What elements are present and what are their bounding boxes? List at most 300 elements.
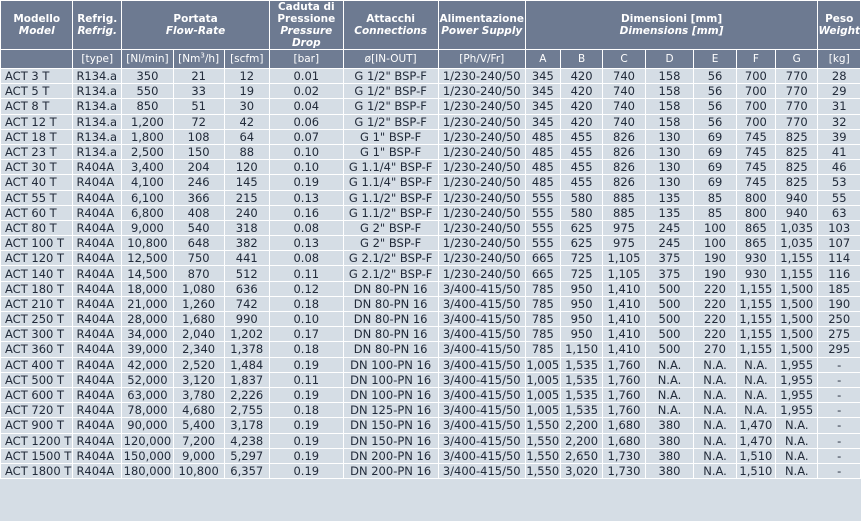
cell-dim-a: 1,550 [526,463,560,478]
cell-power-supply: 1/230-240/50 [439,251,525,265]
cell-dim-c: 1,410 [603,312,644,326]
cell-refrigerant: R404A [73,312,121,326]
cell-dim-g: 1,500 [776,342,817,356]
table-row [1,221,860,235]
cell-dim-b: 420 [561,69,602,83]
cell-dim-g: 825 [776,160,817,174]
cell-dim-f: 700 [737,69,775,83]
cell-refrigerant: R404A [73,175,121,189]
header-dimensions: Dimensioni [mm] Dimensions [mm] [526,1,818,49]
cell-flow-nlmin: 2,500 [122,145,173,159]
cell-dim-a: 485 [526,130,560,144]
cell-model: ACT 600 T [1,388,72,402]
cell-connection: G 1/2" BSP-F [344,115,438,129]
cell-dim-b: 1,150 [561,342,602,356]
cell-dim-c: 1,105 [603,251,644,265]
cell-dim-f: 1,510 [737,464,775,478]
cell-refrigerant: R404A [73,160,121,174]
cell-dim-c: 740 [603,69,644,83]
cell-flow-scfm: 441 [225,251,270,265]
cell-power-supply: 3/400-415/50 [439,282,525,296]
cell-power-supply: 1/230-240/50 [439,115,525,129]
cell-weight: 46 [818,160,860,174]
cell-flow-scfm: 19 [225,84,270,98]
cell-dim-a: 785 [526,327,560,341]
cell-dim-f: 800 [737,191,775,205]
cell-weight: - [818,388,860,402]
cell-pressure-drop: 0.17 [270,327,342,341]
cell-refrigerant: R404A [73,418,121,432]
cell-flow-nlmin: 90,000 [122,418,173,432]
cell-weight: 103 [818,221,860,235]
cell-power-supply: 1/230-240/50 [439,84,525,98]
cell-dim-g: N.A. [776,449,817,463]
cell-dim-g: 770 [776,115,817,129]
cell-dim-f: 1,470 [737,434,775,448]
cell-weight: 275 [818,327,860,341]
cell-dim-f: 1,155 [737,297,775,311]
cell-dim-f: 865 [737,236,775,250]
cell-dim-a: 555 [526,221,560,235]
cell-connection: DN 100-PN 16 [344,358,438,372]
cell-dim-b: 950 [561,327,602,341]
cell-dim-g: 825 [776,130,817,144]
cell-refrigerant: R404A [73,342,121,356]
cell-dim-g: 770 [776,84,817,98]
cell-flow-nm3h: 150 [174,145,224,159]
cell-power-supply: 1/230-240/50 [439,206,525,220]
cell-power-supply: 1/230-240/50 [439,266,525,280]
cell-refrigerant: R134.a [73,130,121,144]
cell-dim-e: 270 [694,342,735,356]
cell-dim-b: 3,020 [561,464,602,478]
cell-model: ACT 120 T [1,251,72,265]
cell-refrigerant: R404A [73,373,121,387]
cell-dim-g: 1,035 [776,236,817,250]
cell-power-supply: 3/400-415/50 [439,312,525,326]
table-row [1,388,860,402]
cell-dim-c: 1,410 [603,342,644,356]
cell-flow-nlmin: 9,000 [122,221,173,235]
cell-pressure-drop: 0.19 [270,418,342,432]
cell-dim-g: 1,955 [776,358,817,372]
cell-dim-f: 1,155 [737,282,775,296]
header-model: Modello Model [1,1,72,49]
cell-refrigerant: R404A [73,206,121,220]
cell-model: ACT 720 T [1,403,72,417]
cell-weight: 116 [818,266,860,280]
cell-model: ACT 360 T [1,342,72,356]
header-refrig: Refrig. Refrig. [73,1,121,49]
cell-refrigerant: R134.a [73,115,121,129]
cell-dim-e: 220 [694,327,735,341]
cell-dim-g: N.A. [776,418,817,432]
subheader-dim-f: F [737,50,775,68]
table-row [1,84,860,98]
cell-flow-nm3h: 2,520 [174,358,224,372]
cell-refrigerant: R404A [73,297,121,311]
cell-dim-a: 785 [526,342,560,356]
cell-pressure-drop: 0.10 [270,312,342,326]
cell-dim-b: 725 [561,251,602,265]
cell-flow-scfm: 1,837 [225,373,270,387]
cell-flow-nlmin: 350 [122,69,173,83]
cell-dim-d: N.A. [646,358,694,372]
cell-refrigerant: R404A [73,327,121,341]
cell-refrigerant: R404A [73,221,121,235]
cell-dim-c: 1,730 [603,449,644,463]
cell-model: ACT 5 T [1,84,72,98]
table-row [1,449,860,463]
cell-dim-e: 220 [694,312,735,326]
cell-dim-a: 345 [526,84,560,98]
table-row [1,327,860,341]
cell-dim-a: 1,550 [526,418,560,433]
cell-dim-g: 1,155 [776,251,817,265]
cell-dim-a: 555 [526,206,560,220]
cell-dim-b: 420 [561,99,602,113]
cell-dim-c: 740 [603,115,644,129]
cell-dim-e: N.A. [694,449,735,463]
cell-dim-c: 826 [603,160,644,174]
cell-dim-c: 826 [603,175,644,189]
table-row [1,434,860,448]
cell-flow-nm3h: 9,000 [174,449,224,463]
cell-dim-d: 380 [646,449,694,463]
cell-dim-b: 2,200 [561,434,602,448]
cell-dim-e: N.A. [694,418,735,432]
cell-power-supply: 3/400-415/50 [439,418,525,432]
cell-power-supply: 3/400-415/50 [439,342,525,356]
cell-flow-nm3h: 51 [174,99,224,113]
cell-dim-d: 500 [646,297,694,311]
cell-dim-f: 1,155 [737,342,775,356]
cell-flow-scfm: 382 [225,236,270,250]
cell-dim-a: 1,005 [526,403,560,418]
cell-pressure-drop: 0.19 [270,175,342,189]
subheader-in-out: ø[IN-OUT] [344,50,438,68]
cell-dim-b: 1,535 [561,388,602,402]
cell-flow-nlmin: 18,000 [122,282,173,296]
header-power-supply: Alimentazione Power Supply [439,1,525,49]
cell-dim-f: 930 [737,251,775,265]
cell-dim-a: 1,005 [526,357,560,372]
cell-dim-d: 380 [646,434,694,448]
cell-dim-d: 158 [646,99,694,113]
table-row [1,130,860,144]
cell-connection: DN 80-PN 16 [344,312,438,326]
table-row [1,282,860,296]
cell-pressure-drop: 0.02 [270,84,342,98]
cell-dim-c: 1,760 [603,358,644,372]
cell-dim-e: 85 [694,206,735,220]
cell-dim-d: 135 [646,206,694,220]
cell-dim-e: 69 [694,145,735,159]
cell-dim-d: N.A. [646,403,694,417]
cell-dim-f: 745 [737,145,775,159]
cell-connection: DN 125-PN 16 [344,403,438,417]
cell-pressure-drop: 0.11 [270,266,342,280]
subheader-dim-c: C [603,50,644,68]
cell-flow-scfm: 2,755 [225,403,270,417]
cell-dim-e: 56 [694,69,735,83]
cell-dim-g: 770 [776,99,817,113]
cell-dim-e: 220 [694,297,735,311]
cell-pressure-drop: 0.19 [270,388,342,402]
cell-dim-e: 69 [694,130,735,144]
cell-connection: G 2.1/2" BSP-F [344,251,438,265]
cell-refrigerant: R404A [73,464,121,478]
cell-power-supply: 1/230-240/50 [439,160,525,174]
cell-flow-nlmin: 42,000 [122,358,173,372]
cell-flow-nlmin: 39,000 [122,342,173,356]
cell-dim-g: 1,500 [776,297,817,311]
table-row [1,69,860,83]
table-row [1,145,860,159]
cell-dim-b: 1,535 [561,358,602,372]
cell-refrigerant: R404A [73,266,121,280]
table-row [1,342,860,356]
cell-dim-d: 500 [646,342,694,356]
cell-refrigerant: R404A [73,282,121,296]
cell-pressure-drop: 0.18 [270,297,342,311]
cell-dim-a: 785 [526,282,560,296]
cell-dim-b: 580 [561,206,602,220]
cell-dim-f: N.A. [737,373,775,387]
cell-flow-nm3h: 108 [174,130,224,144]
cell-pressure-drop: 0.11 [270,373,342,387]
cell-dim-a: 555 [526,191,560,205]
cell-refrigerant: R404A [73,191,121,205]
table-row [1,175,860,189]
cell-dim-a: 345 [526,69,560,83]
cell-dim-b: 455 [561,160,602,174]
cell-pressure-drop: 0.04 [270,99,342,113]
cell-weight: - [818,449,860,463]
cell-power-supply: 1/230-240/50 [439,175,525,189]
subheader-dim-b: B [561,50,602,68]
cell-flow-scfm: 512 [225,266,270,280]
cell-flow-nlmin: 63,000 [122,388,173,402]
cell-weight: - [818,403,860,417]
table-row [1,373,860,387]
cell-weight: - [818,358,860,372]
cell-flow-nm3h: 21 [174,69,224,83]
subheader-scfm: [scfm] [225,50,270,68]
cell-dim-c: 1,730 [603,464,644,478]
cell-flow-nm3h: 366 [174,191,224,205]
header-weight: Peso Weight [818,1,860,49]
cell-dim-g: 940 [776,206,817,220]
subheader-dim-e: E [694,50,735,68]
cell-flow-nm3h: 10,800 [174,464,224,478]
cell-pressure-drop: 0.19 [270,358,342,372]
cell-pressure-drop: 0.13 [270,236,342,250]
cell-dim-a: 665 [526,266,560,280]
cell-weight: 190 [818,297,860,311]
cell-weight: 295 [818,342,860,356]
cell-power-supply: 3/400-415/50 [439,373,525,387]
header-flow-rate: Portata Flow-Rate [122,1,269,49]
cell-refrigerant: R134.a [73,84,121,98]
cell-flow-nm3h: 5,400 [174,418,224,432]
cell-dim-f: 745 [737,175,775,189]
cell-power-supply: 3/400-415/50 [439,297,525,311]
cell-model: ACT 80 T [1,221,72,235]
cell-flow-nlmin: 6,100 [122,191,173,205]
cell-flow-nlmin: 550 [122,84,173,98]
cell-connection: DN 150-PN 16 [344,434,438,448]
table-row [1,358,860,372]
cell-flow-nlmin: 150,000 [123,448,172,463]
cell-dim-d: 130 [646,175,694,189]
cell-model: ACT 12 T [1,115,72,129]
cell-flow-nlmin: 34,000 [122,327,173,341]
cell-dim-a: 485 [526,175,560,189]
cell-pressure-drop: 0.18 [270,403,342,417]
cell-refrigerant: R404A [73,236,121,250]
cell-dim-e: 100 [694,221,735,235]
cell-dim-c: 1,410 [603,282,644,296]
cell-dim-g: 1,035 [776,221,817,235]
cell-weight: - [818,418,860,432]
cell-dim-f: 1,155 [737,327,775,341]
cell-dim-f: 1,470 [737,418,775,432]
cell-model: ACT 500 T [1,373,72,387]
cell-model: ACT 23 T [1,145,72,159]
cell-connection: DN 100-PN 16 [344,373,438,387]
cell-model: ACT 300 T [1,327,72,341]
cell-flow-nlmin: 4,100 [122,175,173,189]
cell-flow-nm3h: 3,120 [174,373,224,387]
cell-model: ACT 400 T [1,358,72,372]
cell-weight: 31 [818,99,860,113]
cell-flow-nlmin: 10,800 [122,236,173,250]
cell-dim-b: 950 [561,312,602,326]
cell-weight: 114 [818,251,860,265]
cell-refrigerant: R404A [73,251,121,265]
cell-dim-c: 1,410 [603,297,644,311]
cell-power-supply: 1/230-240/50 [439,130,525,144]
cell-dim-a: 785 [526,297,560,311]
table-row [1,464,860,478]
cell-dim-c: 826 [603,130,644,144]
table-row [1,266,860,280]
cell-weight: - [818,434,860,448]
cell-dim-e: 69 [694,160,735,174]
cell-dim-e: N.A. [694,434,735,448]
cell-refrigerant: R404A [73,358,121,372]
cell-dim-f: N.A. [737,403,775,417]
cell-dim-b: 1,535 [561,403,602,417]
cell-connection: G 1.1/4" BSP-F [344,160,438,174]
cell-power-supply: 1/230-240/50 [439,221,525,235]
cell-connection: DN 80-PN 16 [344,342,438,356]
cell-dim-c: 1,105 [603,266,644,280]
cell-flow-nlmin: 21,000 [122,297,173,311]
cell-dim-g: N.A. [776,434,817,448]
cell-power-supply: 1/230-240/50 [439,236,525,250]
cell-weight: 29 [818,84,860,98]
cell-dim-b: 580 [561,191,602,205]
cell-flow-nm3h: 4,680 [174,403,224,417]
cell-connection: G 1" BSP-F [344,130,438,144]
cell-dim-b: 725 [561,266,602,280]
cell-dim-e: 85 [694,191,735,205]
cell-model: ACT 18 T [1,130,72,144]
cell-dim-d: 130 [646,145,694,159]
cell-dim-g: 825 [776,175,817,189]
cell-dim-d: N.A. [646,373,694,387]
cell-model: ACT 900 T [1,418,72,432]
cell-weight: - [818,464,860,478]
cell-dim-e: 190 [694,251,735,265]
cell-refrigerant: R134.a [73,99,121,113]
cell-power-supply: 3/400-415/50 [439,464,525,478]
cell-flow-scfm: 1,484 [225,358,270,372]
cell-power-supply: 1/230-240/50 [439,69,525,83]
cell-connection: G 1" BSP-F [344,145,438,159]
cell-dim-c: 740 [603,84,644,98]
cell-dim-d: 500 [646,327,694,341]
cell-refrigerant: R134.a [73,145,121,159]
cell-dim-b: 2,200 [561,418,602,432]
cell-dim-b: 950 [561,297,602,311]
cell-dim-d: 130 [646,130,694,144]
cell-dim-e: 56 [694,99,735,113]
cell-dim-a: 1,550 [526,433,560,448]
cell-connection: DN 200-PN 16 [344,464,438,478]
cell-power-supply: 1/230-240/50 [439,145,525,159]
cell-flow-nm3h: 33 [174,84,224,98]
cell-model: ACT 180 T [1,282,72,296]
cell-connection: G 1.1/4" BSP-F [344,175,438,189]
cell-dim-c: 826 [603,145,644,159]
cell-model: ACT 250 T [1,312,72,326]
table-row [1,99,860,113]
cell-flow-nm3h: 7,200 [174,434,224,448]
cell-refrigerant: R404A [73,434,121,448]
cell-dim-g: 1,955 [776,373,817,387]
cell-dim-a: 485 [526,160,560,174]
cell-flow-scfm: 30 [225,99,270,113]
cell-weight: 28 [818,69,860,83]
cell-dim-d: 135 [646,191,694,205]
cell-pressure-drop: 0.18 [270,342,342,356]
cell-dim-a: 1,005 [526,372,560,387]
cell-dim-e: N.A. [694,403,735,417]
cell-dim-c: 1,410 [603,327,644,341]
cell-model: ACT 210 T [1,297,72,311]
cell-dim-d: 158 [646,115,694,129]
cell-pressure-drop: 0.12 [270,282,342,296]
cell-connection: G 1.1/2" BSP-F [344,191,438,205]
cell-flow-scfm: 42 [225,115,270,129]
cell-flow-nlmin: 28,000 [122,312,173,326]
header-pressure-drop: Caduta di Pressione Pressure Drop [270,1,342,49]
cell-dim-c: 1,680 [603,434,644,448]
cell-flow-nlmin: 14,500 [122,266,173,280]
cell-dim-f: N.A. [737,358,775,372]
cell-weight: 107 [818,236,860,250]
cell-dim-a: 345 [526,99,560,113]
cell-flow-nlmin: 78,000 [122,403,173,417]
header-connections: Attacchi Connections [344,1,438,49]
cell-flow-nlmin: 12,500 [122,251,173,265]
cell-flow-nlmin: 6,800 [122,206,173,220]
cell-flow-scfm: 6,357 [225,464,270,478]
cell-model: ACT 100 T [1,236,72,250]
